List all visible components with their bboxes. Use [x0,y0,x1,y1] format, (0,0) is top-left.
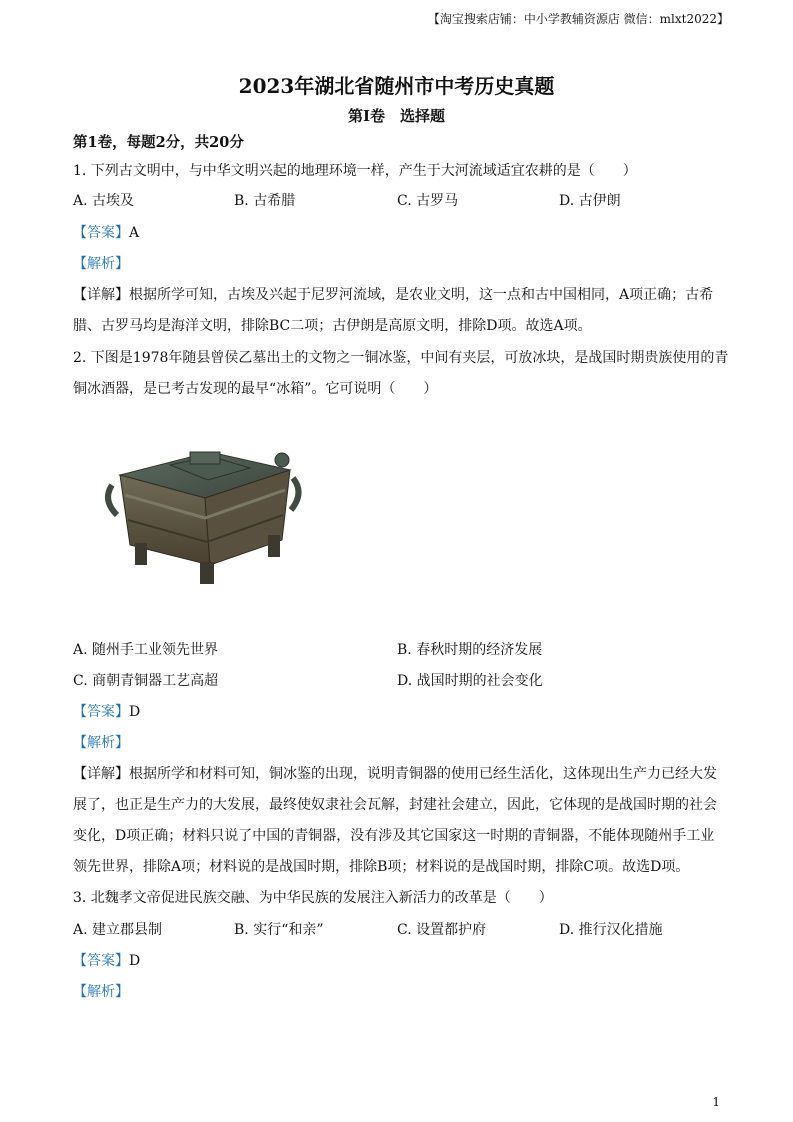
analysis-tag: 【解析】 [73,735,129,751]
detail-tag: 【详解】 [73,766,129,782]
detail-tag: 【详解】 [73,287,129,303]
answer-tag: 【答案】 [73,225,129,241]
q2-detail-1 [73,763,717,783]
detail-text: 根据所学可知，古埃及兴起于尼罗河流域，是农业文明，这一点和古中国相同，A项正确；古希 [129,287,714,303]
q2-option-a: A. 随州手工业领先世界 [73,642,219,658]
q1-stem: 1. 下列古文明中，与中华文明兴起的地理环境一样，产生于大河流域适宜农耕的是（ ） [73,163,637,179]
q1-answer [73,222,139,242]
q2-option-b: B. 春秋时期的经济发展 [397,642,543,658]
q2-analysis [73,732,129,752]
q1-option-c: C. 古罗马 [397,193,459,209]
q3-option-a: A. 建立郡县制 [73,922,163,938]
section-subtitle: 第Ⅰ卷 选择题 [347,107,446,125]
q1-detail-1 [73,284,713,304]
answer-value: D [129,953,141,969]
detail-text: 根据所学和材料可知，铜冰鉴的出现，说明青铜器的使用已经生活化，这体现出生产力已经大发 [129,766,717,782]
q2-option-c: C. 商朝青铜器工艺高超 [73,673,219,689]
q1-option-a: A. 古埃及 [73,193,135,209]
q2-answer [73,701,140,721]
q2-option-d: D. 战国时期的社会变化 [397,673,543,689]
q1-option-d: D. 古伊朗 [559,193,621,209]
answer-tag: 【答案】 [73,953,129,969]
section-heading: 第1卷，每题2分，共20分 [73,134,244,151]
q2-stem-2: 铜冰酒器，是已考古发现的最早“冰箱”。它可说明（ ） [73,381,438,397]
page-title: 2023年湖北省随州市中考历史真题 [238,74,555,98]
analysis-tag: 【解析】 [73,984,129,1000]
q1-option-b: B. 古希腊 [234,193,296,209]
q1-analysis [73,253,129,273]
analysis-tag: 【解析】 [73,256,129,272]
header-note: 【淘宝搜索店铺：中小学教辅资源店 微信：mlxt2022】 [427,12,729,26]
q2-detail-2: 展了，也正是生产力的大发展，最终使奴隶社会瓦解，封建社会建立，因此，它体现的是战国时期的社会 [73,797,717,813]
answer-value: D [129,704,141,720]
answer-value: A [129,225,140,241]
q3-option-b: B. 实行“和亲” [234,922,324,938]
q2-detail-3: 变化，D项正确；材料只说了中国的青铜器，没有涉及其它国家这一时期的青铜器，不能体现随州手工业 [73,828,715,844]
q3-stem: 3. 北魏孝文帝促进民族交融、为中华民族的发展注入新活力的改革是（ ） [73,890,553,906]
q3-option-d: D. 推行汉化措施 [559,922,663,938]
q2-detail-4: 领先世界，排除A项；材料说的是战国时期，排除B项；材料说的是战国时期，排除C项。故选D项。 [73,859,690,875]
q3-option-c: C. 设置都护府 [397,922,487,938]
q2-stem-1: 2. 下图是1978年随县曾侯乙墓出土的文物之一铜冰鉴，中间有夹层，可放冰块，是战国时期贵族使用的青 [73,350,729,366]
bronze-ice-vessel-image [100,440,305,590]
answer-tag: 【答案】 [73,704,129,720]
q1-detail-2: 腊、古罗马均是海洋文明，排除BC二项；古伊朗是高原文明，排除D项。故选A项。 [73,318,592,334]
page-number: 1 [712,1095,720,1109]
q3-answer [73,950,140,970]
q3-analysis [73,981,129,1001]
